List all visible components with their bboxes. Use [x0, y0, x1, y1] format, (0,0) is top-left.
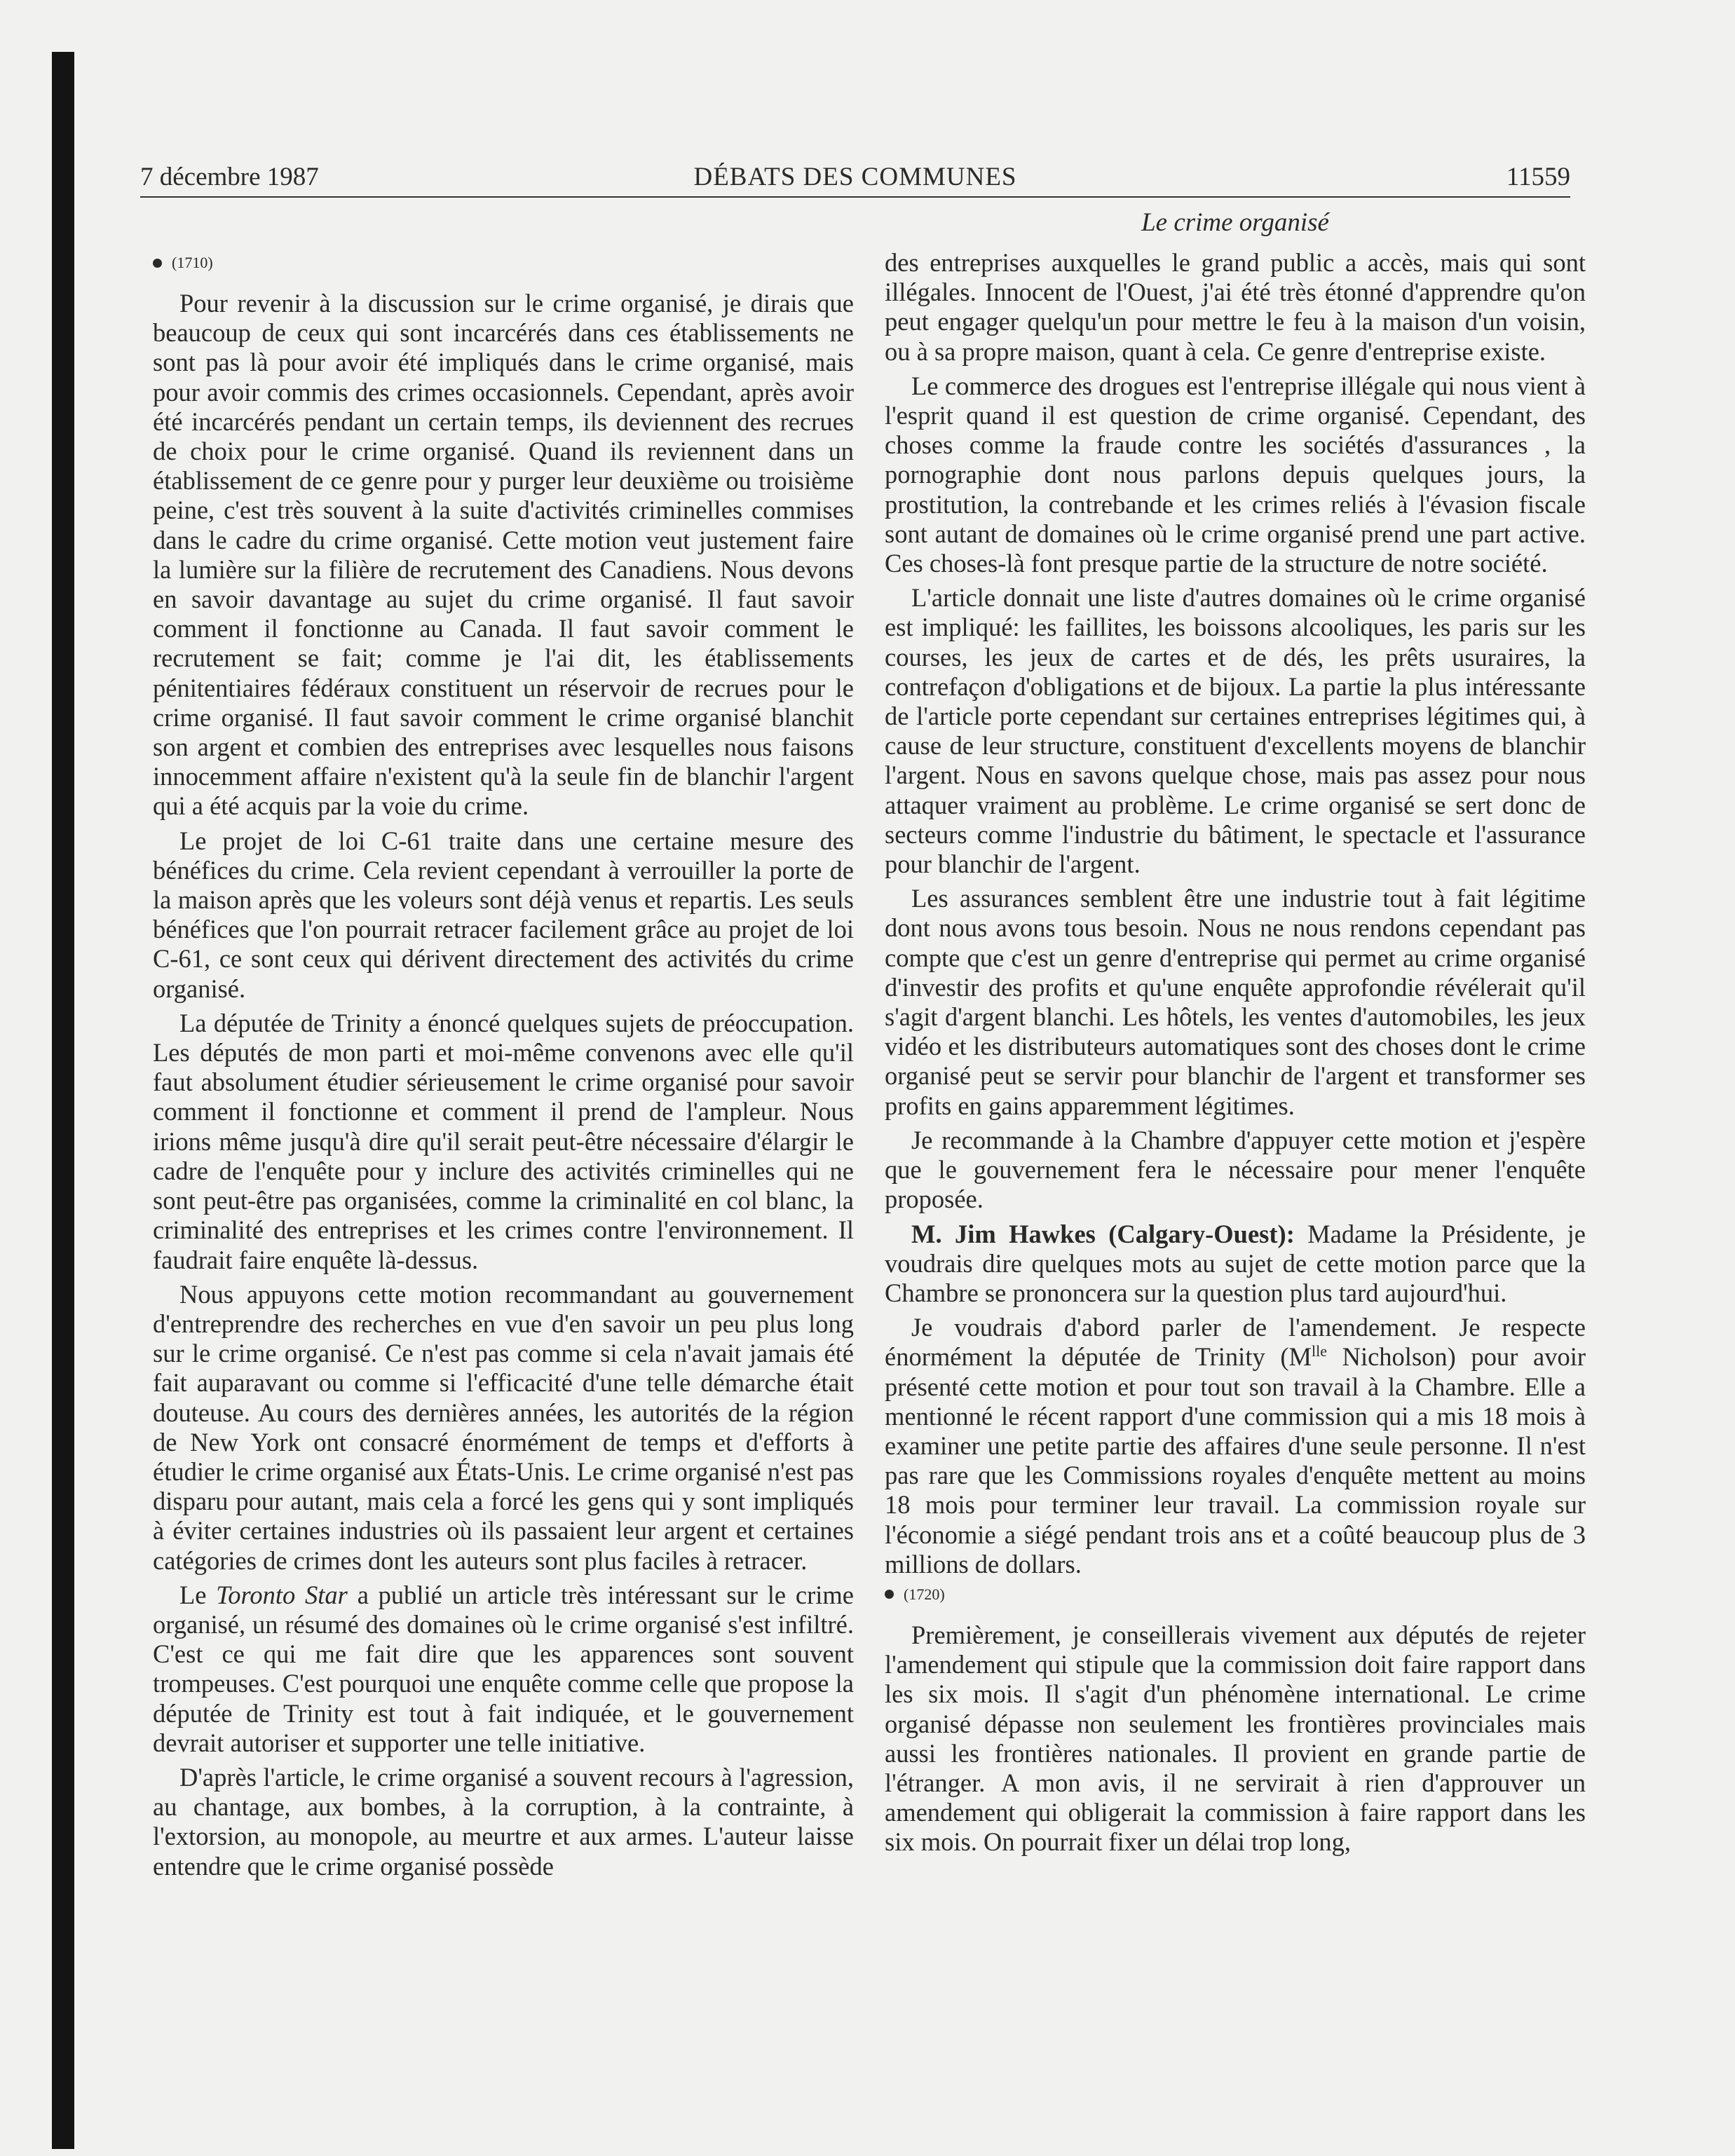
paragraph: Nous appuyons cette motion recommandant au gouvernement d'entreprendre des recherches en vue d'en savoir un peu plus long sur le crime organisé. Ce n'est pas comme si cela n'avait jamais été fait auparavant ou comme si l'efficacité d'une telle démarche était douteuse. Au cours des dernières années, les autorités de la région de New York ont consacré énormément de temps et d'efforts à étudier le crime organisé aux États-Unis. Le crime organisé n'est pas disparu pour autant, mais cela a forcé les gens qui y sont impliqués à éviter certaines industries où ils passaient leur argent et certaines catégories de crimes dont les auteurs sont plus faciles à retracer.	[153, 1279, 854, 1575]
left-column	[153, 252, 854, 1886]
bullet-dot-icon	[885, 1590, 894, 1599]
speaker-name: M. Jim Hawkes (Calgary-Ouest):	[911, 1219, 1295, 1248]
header-date: 7 décembre 1987	[140, 163, 319, 191]
time-marker	[885, 1584, 1586, 1605]
speech-paragraph	[885, 1220, 1586, 1309]
paragraph-text: Je voudrais d'abord parler de l'amendement. Je respecte énormément la députée de Trinity (M	[885, 1313, 1586, 1372]
paragraph: L'article donnait une liste d'autres domaines où le crime organisé est impliqué: les faillites, les boissons alcooliques, les paris sur les courses, les jeux de cartes et de dés, les prêts usuraires, la contrefaçon d'obligations et de bijoux. La partie la plus intéressante de l'article porte cependant sur certaines entreprises légitimes qui, à cause de leur structure, constituent d'excellents moyens de blanchir l'argent. Nous en savons quelque chose, mais pas assez pour nous attaquer vraiment au problème. Le crime organisé se sert donc de secteurs comme l'industrie du bâtiment, le spectacle et l'assurance pour blanchir de l'argent.	[885, 583, 1586, 879]
right-column	[885, 207, 1586, 1862]
paragraph: Pour revenir à la discussion sur le crime organisé, je dirais que beaucoup de ceux qui sont incarcérés dans ces établissements ne sont pas là pour avoir été impliqués dans le crime organisé, mais pour avoir commis des crimes occasionnels. Cependant, après avoir été incarcérés pendant un certain temps, ils deviennent des recrues de choix pour le crime organisé. Quand ils reviennent dans un établissement de ce genre pour y purger leur deuxième ou troisième peine, c'est très souvent à la suite d'activités criminelles commises dans le cadre du crime organisé. Cette motion veut justement faire la lumière sur la filière de recrutement des Canadiens. Nous devons en savoir davantage au sujet du crime organisé. Il faut savoir comment il fonctionne au Canada. Il faut savoir comment le recrutement se fait; comme je l'ai dit, les établissements pénitentiaires fédéraux constituent un réservoir de recrues pour le crime organisé. Il faut savoir comment le crime organisé blanchit son argent et combien des entreprises avec lesquelles nous faisons innocemment affaire n'existent qu'à la seule fin de blanchir l'argent qui a été acquis par la voie du crime.	[153, 289, 854, 821]
header-title: DÉBATS DES COMMUNES	[693, 163, 1017, 191]
scan-edge-bar	[52, 52, 74, 2149]
paragraph: Le projet de loi C-61 traite dans une certaine mesure des bénéfices du crime. Cela revient cependant à verrouiller la porte de la maison après que les voleurs sont déjà venus et repartis. Les seuls bénéfices que l'on pourrait retracer facilement grâce au projet de loi C-61, ce sont ceux qui dérivent directement des activités du crime organisé.	[153, 826, 854, 1003]
bullet-dot-icon	[153, 259, 162, 268]
paragraph-toronto-star	[153, 1581, 854, 1758]
paragraph: La députée de Trinity a énoncé quelques sujets de préoccupation. Les députés de mon parti et moi-même convenons avec elle qu'il faut absolument étudier sérieusement le crime organisé pour savoir comment il fonctionne et comment il prend de l'ampleur. Nous irions même jusqu'à dire qu'il serait peut-être nécessaire d'élargir le cadre de l'enquête pour y inclure des activités criminelles qui ne sont peut-être pas organisées, comme la criminalité en col blanc, la criminalité des entreprises et les crimes contre l'environnement. Il faudrait faire enquête là-dessus.	[153, 1008, 854, 1274]
paragraph: Premièrement, je conseillerais vivement aux députés de rejeter l'amendement qui stipule que la commission doit faire rapport dans les six mois. Il s'agit d'un phénomène international. Le crime organisé dépasse non seulement les frontières provinciales mais aussi les frontières nationales. Il provient en grande partie de l'étranger. A mon avis, il ne servirait à rien d'approuver un amendement qui obligerait la commission à faire rapport dans les six mois. On pourrait fixer un délai trop long,	[885, 1620, 1586, 1857]
time-marker	[153, 252, 854, 273]
speech-text: Madame la Présidente, je voudrais dire quelques mots au sujet de cette motion parce que la Chambre se prononcera sur la question plus tard aujourd'hui.	[885, 1219, 1586, 1307]
time-marker-label: (1710)	[172, 254, 213, 271]
time-marker-label: (1720)	[904, 1585, 945, 1603]
page-header	[140, 154, 1570, 198]
paragraph: D'après l'article, le crime organisé a souvent recours à l'agression, au chantage, aux bombes, à la corruption, à la contrainte, à l'extorsion, au monopole, au meurtre et aux armes. L'auteur laisse entendre que le crime organisé possède	[153, 1762, 854, 1881]
paragraph-text: a publié un article très intéressant sur le crime organisé, un résumé des domaines où le crime organisé s'est infiltré. C'est ce qui me fait dire que les apparences sont souvent trompeuses. C'est pourquoi une enquête comme celle que propose la députée de Trinity est tout à fait indiquée, et le gouvernement devrait autoriser et supporter une telle initiative.	[153, 1580, 854, 1757]
publication-title: Toronto Star	[216, 1580, 348, 1609]
paragraph-amendment	[885, 1313, 1586, 1579]
paragraph-text: Nicholson) pour avoir présenté cette motion et pour tout son travail à la Chambre. Elle a mentionné le récent rapport d'une commission qui a mis 18 mois à examiner une petite partie des affaires d'une seule personne. Il n'est pas rare que les Commissions royales d'enquête mettent au moins 18 mois pour terminer leur travail. La commission royale sur l'économie a siégé pendant trois ans et a coûté beaucoup plus de 3 millions de dollars.	[885, 1342, 1586, 1578]
header-page-number: 11559	[1506, 163, 1570, 191]
paragraph: Les assurances semblent être une industrie tout à fait légitime dont nous avons tous besoin. Nous ne nous rendons cependant pas compte que c'est un genre d'entreprise qui permet au crime organisé d'investir des profits et qu'une enquête approfondie révélerait qu'il s'agit d'argent blanchi. Les hôtels, les ventes d'automobiles, les jeux vidéo et les distributeurs automatiques sont des choses dont le crime organisé peut se servir pour blanchir de l'argent et transformer ses profits en gains apparemment légitimes.	[885, 884, 1586, 1120]
section-title: Le crime organisé	[1141, 208, 1329, 237]
title-superscript: lle	[1311, 1342, 1327, 1360]
paragraph: Je recommande à la Chambre d'appuyer cette motion et j'espère que le gouvernement fera le nécessaire pour mener l'enquête proposée.	[885, 1125, 1586, 1214]
paragraph: Le commerce des drogues est l'entreprise illégale qui nous vient à l'esprit quand il est question de crime organisé. Cependant, des choses comme la fraude contre les sociétés d'assurances , la pornographie dont nous parlons depuis quelques jours, la prostitution, la contrebande et les crimes reliés à l'évasion fiscale sont autant de domaines où le crime organisé prend une part active. Ces choses-là font presque partie de la structure de notre société.	[885, 371, 1586, 578]
paragraph-prefix: Le	[179, 1580, 217, 1609]
paragraph-continued: des entreprises auxquelles le grand public a accès, mais qui sont illégales. Innocent de l'Ouest, j'ai été très étonné d'apprendre qu'on peut engager quelqu'un pour mettre le feu à la maison d'un voisin, ou à sa propre maison, quant à cela. Ce genre d'entreprise existe.	[885, 248, 1586, 366]
